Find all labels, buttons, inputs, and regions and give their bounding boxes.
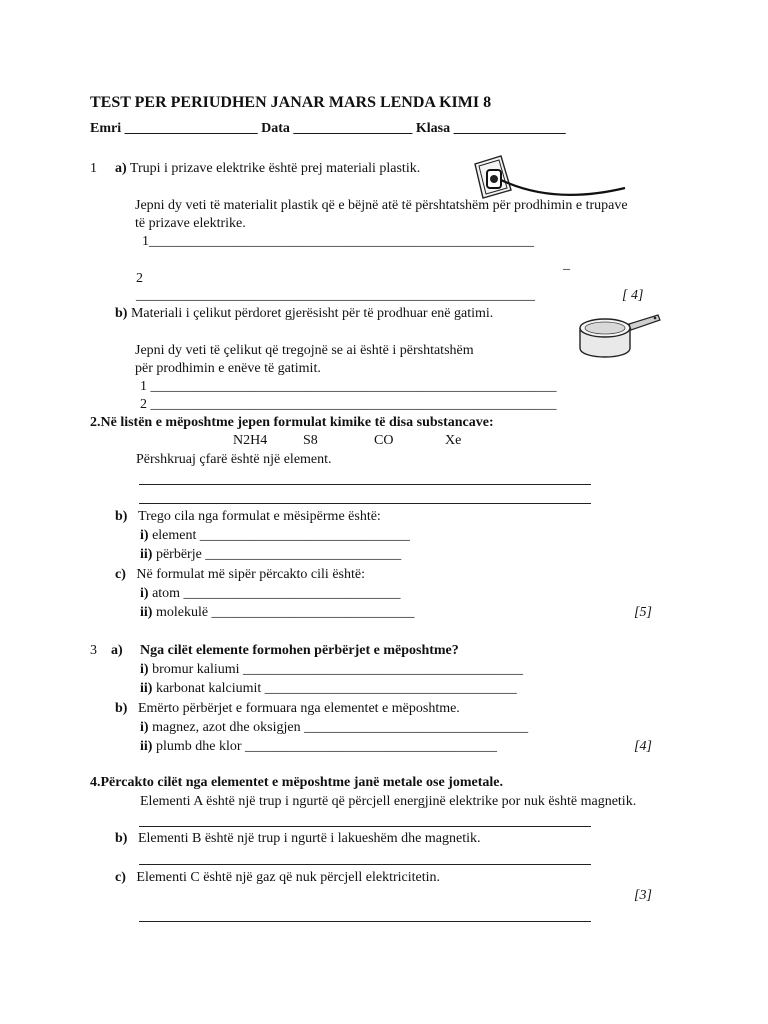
q2b-i-answer[interactable] (140, 527, 410, 545)
q2c-ii-text: molekulë _____________________________ (155, 605, 415, 620)
q1a-answer-2-number: 2 (136, 271, 143, 286)
q2c-i-label: i) (140, 586, 149, 601)
q4-mark: [3] (634, 888, 652, 903)
q3b-i-label: i) (140, 720, 149, 735)
q1b-statement (115, 305, 493, 323)
q2-mark: [5] (634, 605, 652, 620)
q3b-ii-label: ii) (140, 739, 153, 754)
q3a-i-label: i) (140, 662, 149, 677)
q4c-label: c) (115, 870, 126, 885)
q4a-answer-line[interactable] (139, 826, 591, 827)
q1a-text: Trupi i prizave elektrike është prej materiali plastik. (129, 161, 421, 176)
q1b-answer-2[interactable]: 2 __________________________________________________________ (140, 397, 557, 412)
formula-co: CO (374, 433, 394, 448)
q2c-ii-label: ii) (140, 605, 153, 620)
q2b-ii-text: përbërje ____________________________ (155, 547, 402, 562)
q4b-label: b) (115, 831, 128, 846)
q4b-text: Elementi B është një trup i ngurtë i lakueshëm dhe magnetik. (137, 831, 481, 846)
q2c-i-answer[interactable] (140, 585, 401, 603)
q2c-label: c) (115, 567, 126, 582)
q1b-prompt-line1: Jepni dy veti të çelikut që tregojnë se ai është i përshtatshëm (135, 343, 474, 358)
q3b-i-answer[interactable] (140, 719, 528, 737)
q1a-dash: _ (563, 257, 570, 272)
q1-number (90, 160, 97, 178)
q4c-statement (115, 869, 440, 887)
q2c-statement (115, 566, 365, 584)
q1b-label: b) (115, 306, 128, 321)
formula-n2h4: N2H4 (233, 433, 268, 448)
q2b-label: b) (115, 509, 128, 524)
q3-number: 3 (90, 643, 97, 658)
q1-num: 1 (90, 161, 97, 176)
q3a-ii-text: karbonat kalciumit ____________________________________ (155, 681, 517, 696)
q1a-statement (115, 160, 420, 178)
q2b-ii-answer[interactable] (140, 546, 401, 564)
q4-heading: 4.Përcakto cilët nga elementet e mëposhtme janë metale ose jometale. (90, 775, 503, 790)
q3a-i-answer[interactable] (140, 661, 523, 679)
q2b-text: Trego cila nga formulat e mësipërme është: (137, 509, 381, 524)
page-title: TEST PER PERIUDHEN JANAR MARS LENDA KIMI 8 (90, 94, 492, 111)
q3b-statement (115, 700, 460, 718)
q3b-label: b) (115, 701, 128, 716)
q3a-i-text: bromur kaliumi ________________________________________ (152, 662, 524, 677)
q1b-text: Materiali i çelikut përdoret gjerësisht për të prodhuar enë gatimi. (130, 306, 494, 321)
formula-s8: S8 (303, 433, 318, 448)
q1a-answer-2[interactable]: _________________________________________________________ (136, 288, 535, 303)
q4b-answer-line[interactable] (139, 864, 591, 865)
q3-mark: [4] (634, 739, 652, 754)
q3a-text: Nga cilët elemente formohen përbërjet e mëposhtme? (140, 643, 459, 658)
q3a-ii-label: ii) (140, 681, 153, 696)
q4c-text: Elementi C është një gaz që nuk përcjell elektricitetin. (136, 870, 440, 885)
q2b-i-label: i) (140, 528, 149, 543)
q3a-label: a) (111, 643, 123, 658)
q2c-text: Në formulat më sipër përcakto cili është: (136, 567, 365, 582)
q2-heading: 2.Në listën e mëposhtme jepen formulat kimike të disa substancave: (90, 415, 494, 430)
q3b-text: Emërto përbërjet e formuara nga elementet e mëposhtme. (137, 701, 460, 716)
q2-answer-line-2[interactable] (139, 503, 591, 504)
q3b-ii-answer[interactable] (140, 738, 497, 756)
q4c-answer-line[interactable] (139, 921, 591, 922)
q2b-ii-label: ii) (140, 547, 153, 562)
cooking-pan-icon (574, 310, 664, 370)
q4b-statement (115, 830, 480, 848)
q4a-text: Elementi A është një trup i ngurtë që përcjell energjinë elektrike por nuk është magnetik. (140, 794, 637, 809)
q3b-ii-text: plumb dhe klor ____________________________________ (155, 739, 497, 754)
q2-answer-line-1[interactable] (139, 484, 591, 485)
q1b-prompt-line2: për prodhimin e enëve të gatimit. (135, 361, 321, 376)
q2-describe-prompt: Përshkruaj çfarë është një element. (136, 452, 332, 467)
q1a-answer-1[interactable]: 1_______________________________________________________ (142, 234, 534, 249)
q1-mark: [ 4] (622, 288, 644, 303)
q3b-i-text: magnez, azot dhe oksigjen ________________________________ (152, 720, 529, 735)
student-info-fields: Emri ___________________ Data _________________ Klasa ________________ (90, 121, 566, 136)
formula-xe: Xe (445, 433, 462, 448)
q2b-statement (115, 508, 381, 526)
q2c-i-text: atom _______________________________ (152, 586, 401, 601)
q2c-ii-answer[interactable] (140, 604, 415, 622)
q1a-prompt-line1: Jepni dy veti të materialit plastik që e bëjnë atë të përshtatshëm për prodhimin e trupave (135, 198, 628, 213)
q1a-label: a) (115, 161, 127, 176)
q3a-ii-answer[interactable] (140, 680, 517, 698)
q1b-answer-1[interactable]: 1 __________________________________________________________ (140, 379, 557, 394)
q2b-i-text: element ______________________________ (152, 528, 410, 543)
q1a-prompt-line2: të prizave elektrike. (135, 216, 246, 231)
